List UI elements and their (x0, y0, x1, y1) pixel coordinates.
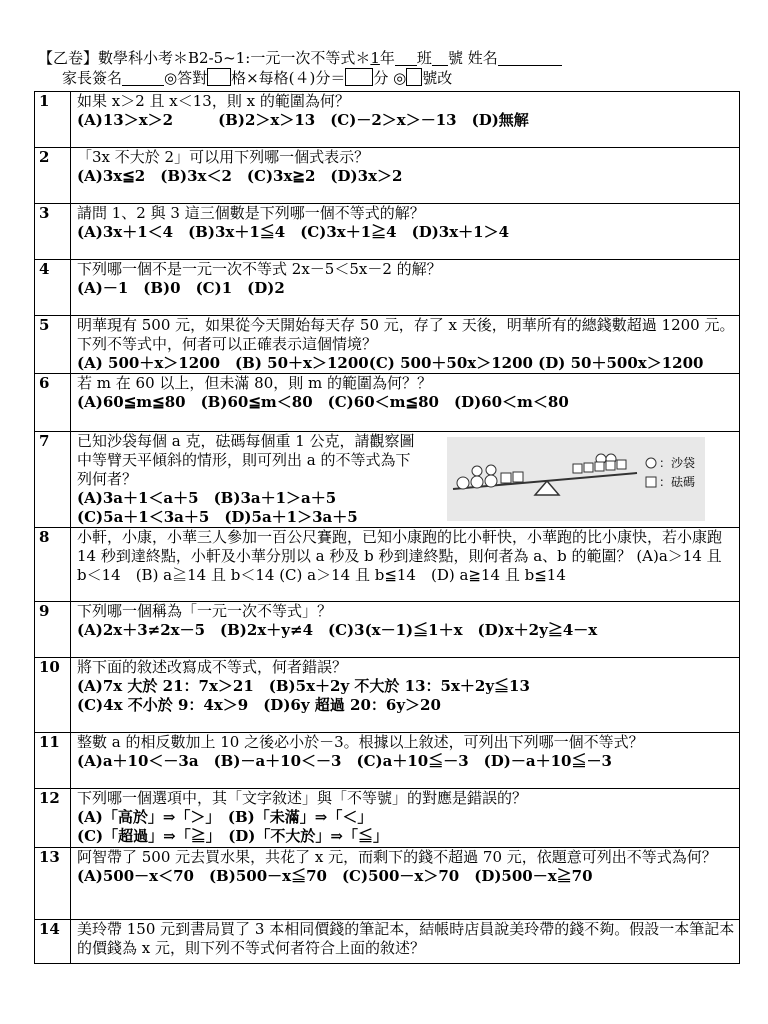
header-line-2 (38, 68, 738, 88)
legend-bag-icon (646, 458, 656, 468)
question-body (71, 148, 740, 204)
question-body (71, 658, 740, 733)
question-number: 2 (35, 148, 71, 204)
question-options: (A)13＞x＞2 (B)2＞x＞13 (C)－2＞x＞－13 (D)無解 (77, 111, 529, 129)
question-text: 將下面的敘述改寫成不等式，何者錯誤？ (77, 658, 348, 676)
question-number: 6 (35, 374, 71, 432)
question-body (71, 374, 740, 432)
grader-box[interactable] (406, 68, 422, 86)
question-row (35, 658, 740, 733)
question-text: 若 m 在 60 以上，但未滿 80，則 m 的範圍為何？？ (77, 374, 432, 392)
question-row (35, 848, 740, 920)
worksheet-header (38, 48, 738, 88)
question-body (71, 848, 740, 920)
question-number: 7 (35, 432, 71, 528)
question-body (71, 92, 740, 148)
question-row (35, 148, 740, 204)
question-body (71, 789, 740, 848)
question-text: 下列哪一個不是一元一次不等式 2x－5＜5x－2 的解？ (77, 260, 442, 278)
question-options: (C)5a＋1＜3a＋5 (D)5a＋1＞3a＋5 (77, 508, 358, 526)
question-options: (A)500－x＜70 (B)500－x≦70 (C)500－x＞70 (D)500－x≧70 (77, 867, 593, 885)
question-options: (A)7x 大於 21：7x＞21 (B)5x＋2y 不大於 13：5x＋2y≦13 (77, 677, 530, 695)
balance-scale-diagram (447, 437, 705, 521)
name-label: 號 姓名 (447, 49, 498, 67)
right-weights (573, 460, 626, 473)
question-options: (A)3x＋1＜4 (B)3x＋1≦4 (C)3x＋1≧4 (D)3x＋1＞4 (77, 223, 510, 241)
question-body (71, 316, 740, 374)
question-options: (A)2x＋3≠2x－5 (B)2x＋y≠4 (C)3(x－1)≦1＋x (D)x＋2y≧4－x (77, 621, 598, 639)
question-number: 14 (35, 920, 71, 964)
question-text: 如果 x＞2 且 x＜13，則 x 的範圍為何？ (77, 92, 350, 110)
question-row (35, 602, 740, 658)
question-table (34, 91, 740, 964)
question-text: 阿智帶了 500 元去買水果，共花了 x 元，而剩下的錢不超過 70 元，依題意可列出不等式為何？ (77, 848, 717, 866)
question-options: (A)3a＋1＜a＋5 (B)3a＋1＞a＋5 (77, 489, 337, 507)
exam-title: 【乙卷】數學科小考＊B2-5~1:一元一次不等式＊ (38, 49, 371, 67)
question-body (71, 602, 740, 658)
question-body (71, 920, 740, 964)
question-options: (A) 500＋x＞1200 (B) 50＋x＞1200(C) 500＋50x＞1200 (D) 50＋500x＞1200 (77, 354, 704, 372)
question-body (71, 733, 740, 789)
question-number: 9 (35, 602, 71, 658)
question-body (71, 528, 740, 602)
question-text: 美玲帶 150 元到書局買了 3 本相同價錢的筆記本，結帳時店員說美玲帶的錢不夠。假設一本筆記本的價錢為 x 元，則下列不等式何者符合上面的敘述？ (77, 920, 735, 957)
parent-signature-blank[interactable] (122, 70, 164, 86)
question-number: 4 (35, 260, 71, 316)
question-body (71, 260, 740, 316)
balance-scale-figure (447, 437, 705, 521)
score-box[interactable] (345, 68, 373, 86)
question-row (35, 789, 740, 848)
question-options: (A)a＋10＜－3a (B)－a＋10＜－3 (C)a＋10≦－3 (D)－a＋10≦－3 (77, 752, 612, 770)
legend-weight-text: ：砝碼 (659, 475, 696, 489)
class-blank[interactable] (395, 50, 417, 66)
question-number: 11 (35, 733, 71, 789)
legend-weight-icon (646, 477, 656, 487)
question-options: (A)－1 (B)0 (C)1 (D)2 (77, 279, 285, 297)
correct-count-box[interactable] (207, 68, 231, 86)
question-number: 5 (35, 316, 71, 374)
grader-label: 號改 (422, 69, 453, 87)
scale-fulcrum (535, 481, 559, 495)
question-row (35, 528, 740, 602)
class-label: 班 (416, 49, 432, 67)
question-options: (C)「超過」⇒「≧」 (D)「不大於」⇒「≦」 (77, 827, 388, 845)
question-options: (A)「高於」⇒「＞」 (B)「未滿」⇒「＜」 (77, 808, 373, 826)
score-label: 分 ◎ (373, 69, 407, 87)
parent-signature-label: 家長簽名 (62, 69, 123, 87)
question-row (35, 316, 740, 374)
left-sand-bags (457, 465, 497, 489)
question-number: 8 (35, 528, 71, 602)
question-row (35, 204, 740, 260)
question-number: 12 (35, 789, 71, 848)
question-options: (A)60≦m≦80 (B)60≦m＜80 (C)60＜m≦80 (D)60＜m＜80 (77, 393, 569, 411)
seat-blank[interactable] (432, 50, 448, 66)
question-row (35, 92, 740, 148)
question-text: 已知沙袋每個 a 克，砝碼每個重 1 公克，請觀察圖中等臂天平傾斜的情形，則可列出 a 的不等式為下列何者？ (77, 432, 415, 488)
question-number: 10 (35, 658, 71, 733)
question-text: 下列哪一個選項中，其「文字敘述」與「不等號」的對應是錯誤的？ (77, 789, 528, 807)
question-options: (A)3x≦2 (B)3x＜2 (C)3x≧2 (D)3x＞2 (77, 167, 403, 185)
question-row (35, 920, 740, 964)
question-options: (C)4x 不小於 9：4x＞9 (D)6y 超過 20：6y＞20 (77, 696, 441, 714)
grade-value: 1 (370, 49, 380, 67)
question-body (71, 204, 740, 260)
question-text: 小軒，小康，小華三人參加一百公尺賽跑，已知小康跑的比小軒快，小華跑的比小康快，若小康跑 14 秒到達終點，小軒及小華分別以 a 秒及 b 秒到達終點，則何者為 a、b 的範圍？ (A)a＞14 且 b＜14 (B) a≧14 且 b＜14 (C) a＞14 且 b≦14 (D) a≧14 且 b≦14 (77, 528, 723, 584)
question-row (35, 260, 740, 316)
question-text: 下列哪一個稱為「一元一次不等式」？ (77, 602, 333, 620)
year-label: 年 (379, 49, 395, 67)
question-number: 3 (35, 204, 71, 260)
left-weights (501, 472, 523, 483)
question-row (35, 733, 740, 789)
score-formula-label: 格×每格(４)分＝ (231, 69, 346, 87)
question-text: 請問 1、2 與 3 這三個數是下列哪一個不等式的解？ (77, 204, 425, 222)
question-text: 整數 a 的相反數加上 10 之後必小於－3。根據以上敘述，可列出下列哪一個不等式？ (77, 733, 644, 751)
question-text: 明華現有 500 元，如果從今天開始每天存 50 元，存了 x 天後，明華所有的總錢數超過 1200 元。下列不等式中，何者可以正確表示這個情境？ (77, 316, 735, 353)
correct-count-label: ◎答對 (164, 69, 208, 87)
question-number: 13 (35, 848, 71, 920)
name-blank[interactable] (498, 50, 562, 66)
legend-bag-text: ：沙袋 (659, 456, 696, 470)
question-row (35, 374, 740, 432)
header-line-1 (38, 48, 738, 68)
question-text: 「3x 不大於 2」可以用下列哪一個式表示？ (77, 148, 370, 166)
question-number: 1 (35, 92, 71, 148)
